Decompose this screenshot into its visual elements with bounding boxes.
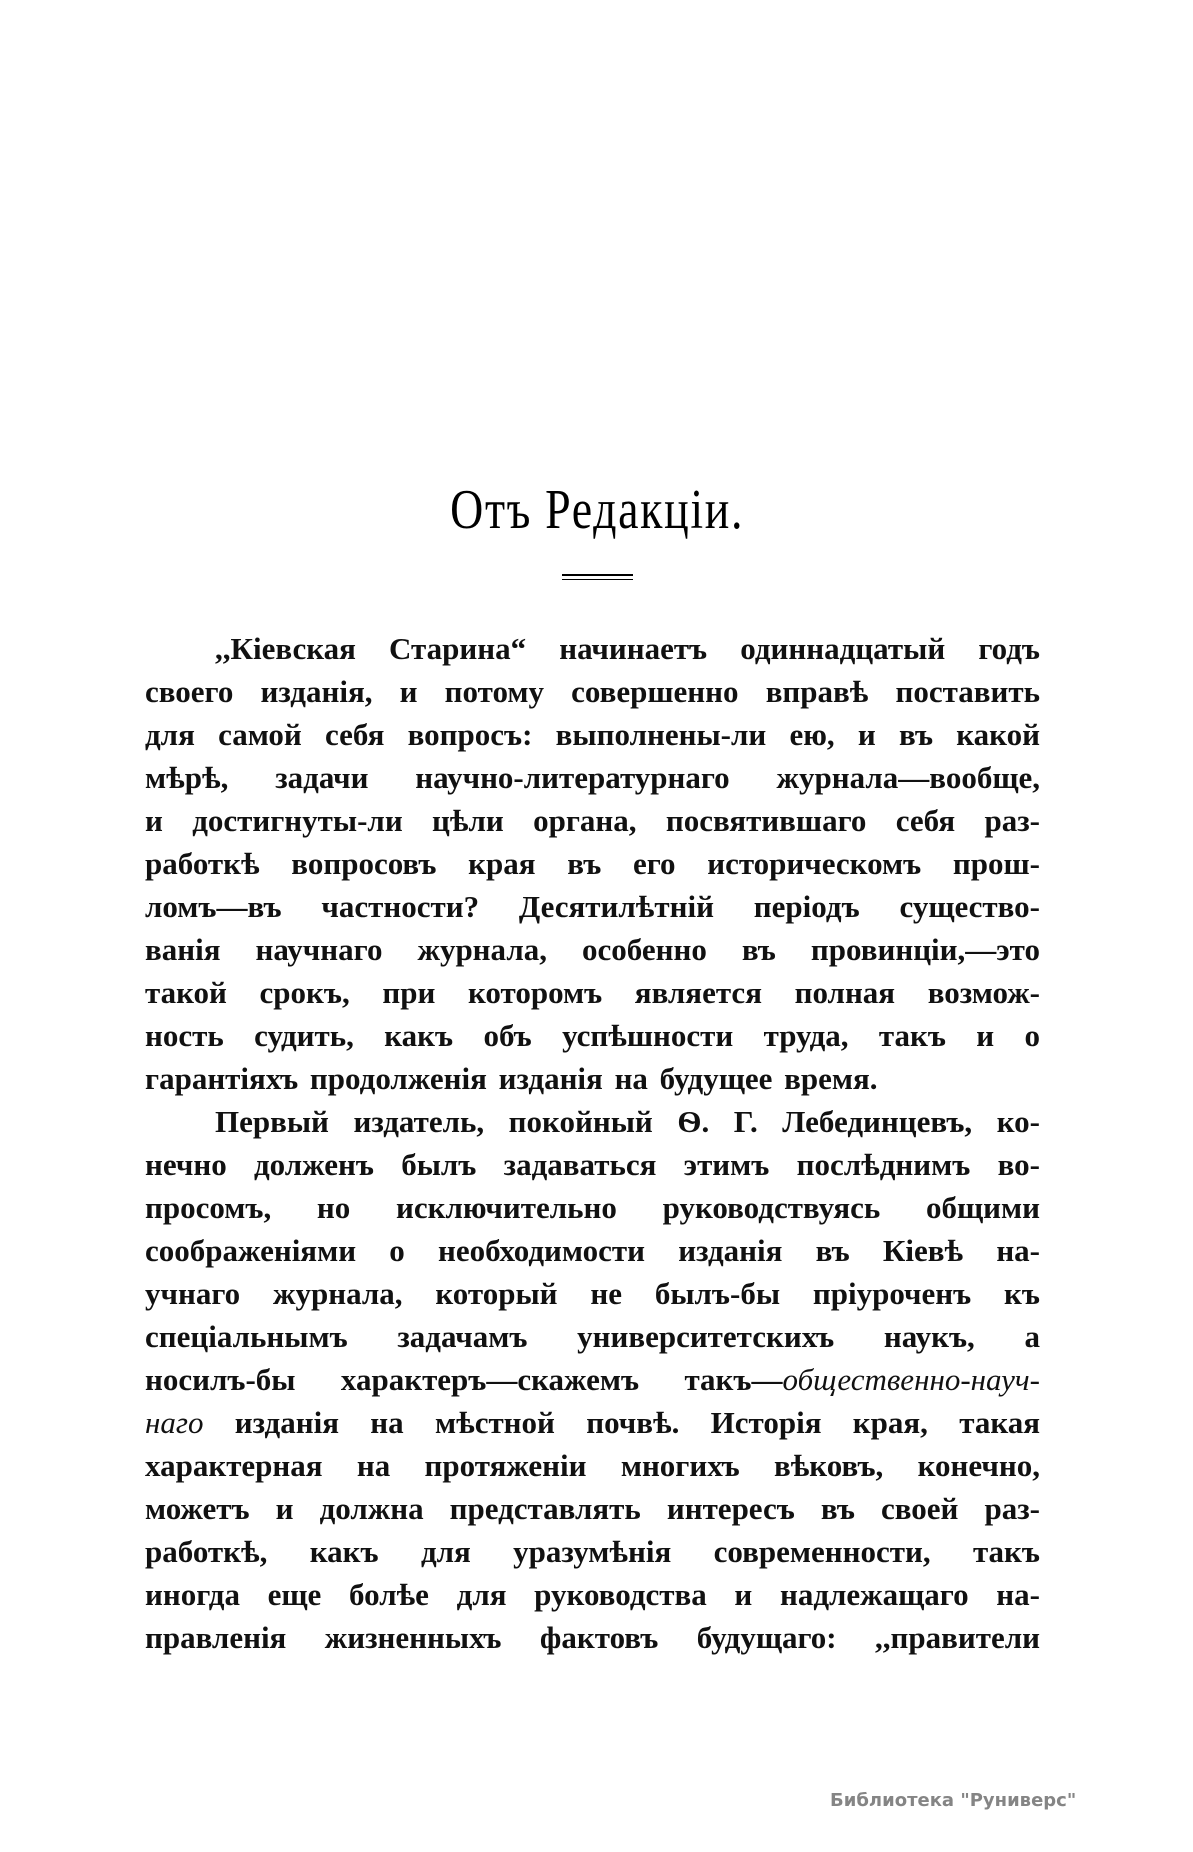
italic-text: наго: [145, 1405, 204, 1440]
line-text: ность судить, какъ объ успѣшности труда, такъ и о: [145, 1018, 1040, 1053]
text-line: [145, 1014, 1040, 1057]
line-text: ванія научнаго журнала, особенно въ провинціи,—это: [145, 932, 1040, 967]
text-line: [145, 1487, 1040, 1530]
title-divider: [562, 574, 633, 580]
line-text: правленія жизненныхъ фактовъ будущаго: ,,правители: [145, 1620, 1040, 1655]
page-title: Отъ Редакціи.: [450, 479, 745, 541]
line-text: изданія на мѣстной почвѣ. Исторія края, такая: [203, 1405, 1040, 1440]
text-line: [145, 1100, 1040, 1143]
text-line: [145, 842, 1040, 885]
line-text: мѣрѣ, задачи научно-литературнаго журнала—вообще,: [145, 760, 1040, 795]
line-text: носилъ-бы характеръ—скажемъ такъ—: [145, 1362, 783, 1397]
body-text: [145, 627, 1040, 1659]
text-line: [145, 1573, 1040, 1616]
line-text: спеціальнымъ задачамъ университетскихъ наукъ, а: [145, 1319, 1040, 1354]
text-line: [145, 1143, 1040, 1186]
text-line: [145, 1444, 1040, 1487]
text-line: [145, 627, 1040, 670]
text-line: [145, 1186, 1040, 1229]
line-text: просомъ, но исключительно руководствуясь общими: [145, 1190, 1040, 1225]
text-line: [145, 1229, 1040, 1272]
text-line: [145, 1401, 1040, 1444]
line-text: можетъ и должна представлять интересъ въ своей раз-: [145, 1491, 1040, 1526]
line-text: соображеніями о необходимости изданія въ Кіевѣ на-: [145, 1233, 1040, 1268]
text-line: [145, 713, 1040, 756]
text-line: [145, 1530, 1040, 1573]
line-text: работкѣ вопросовъ края въ его историческомъ прош-: [145, 846, 1040, 881]
line-text: Первый издатель, покойный Ѳ. Г. Лебединцевъ, ко-: [215, 1104, 1040, 1139]
line-text: для самой себя вопросъ: выполнены-ли ею, и въ какой: [145, 717, 1040, 752]
text-line: [145, 928, 1040, 971]
text-line: [145, 1057, 1040, 1100]
line-text: гарантіяхъ продолженія изданія на будущее время.: [145, 1061, 878, 1096]
italic-text: общественно-науч-: [782, 1362, 1040, 1397]
line-text: ,,Кіевская Старина“ начинаетъ одиннадцатый годъ: [215, 631, 1040, 666]
text-line: [145, 1315, 1040, 1358]
line-text: такой срокъ, при которомъ является полная возмож-: [145, 975, 1040, 1010]
library-watermark: Библиотека "Руниверс": [830, 1790, 1077, 1811]
line-text: ломъ—въ частности? Десятилѣтній періодъ существо-: [145, 889, 1040, 924]
text-line: [145, 1358, 1040, 1401]
line-text: работкѣ, какъ для уразумѣнія современности, такъ: [145, 1534, 1040, 1569]
line-text: характерная на протяженіи многихъ вѣковъ, конечно,: [145, 1448, 1040, 1483]
text-line: [145, 1272, 1040, 1315]
text-line: [145, 885, 1040, 928]
line-text: и достигнуты-ли цѣли органа, посвятившаго себя раз-: [145, 803, 1040, 838]
text-line: [145, 1616, 1040, 1659]
line-text: своего изданія, и потому совершенно вправѣ поставить: [145, 674, 1040, 709]
line-text: иногда еще болѣе для руководства и надлежащаго на-: [145, 1577, 1040, 1612]
text-line: [145, 670, 1040, 713]
text-line: [145, 971, 1040, 1014]
text-line: [145, 756, 1040, 799]
line-text: учнаго журнала, который не былъ-бы пріуроченъ къ: [145, 1276, 1040, 1311]
text-line: [145, 799, 1040, 842]
line-text: нечно долженъ былъ задаваться этимъ послѣднимъ во-: [145, 1147, 1040, 1182]
